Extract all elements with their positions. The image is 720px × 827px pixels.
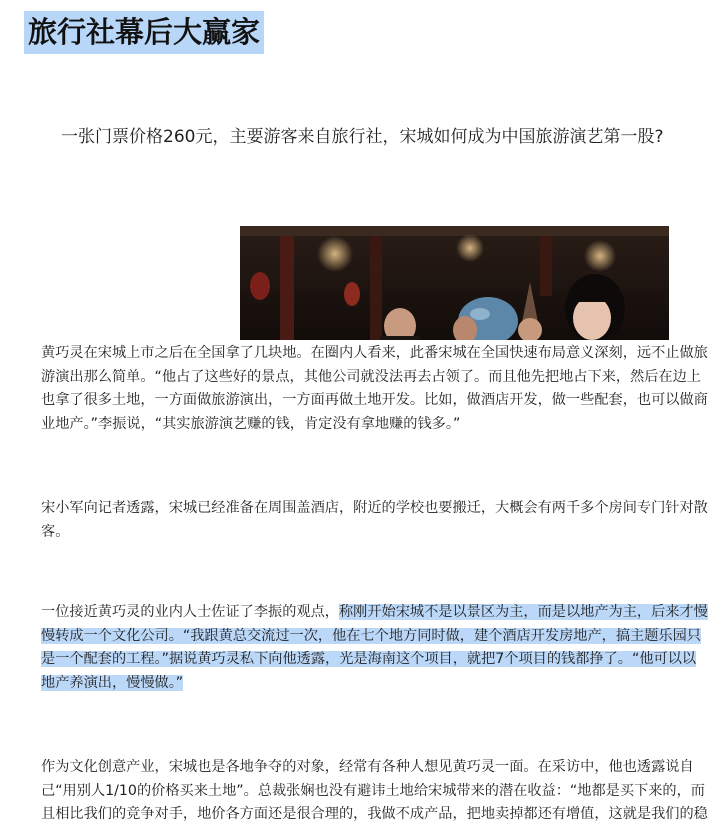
paragraph-1 bbox=[13, 342, 710, 436]
paragraph-1-text: 黄巧灵在宋城上市之后在全国拿了几块地。在圈内人看来，此番宋城在全国快速布局意义深刻，远不止做旅游演出那么简单。“他占了这些好的景点，其他公司就没法再去占领了。而且他先把地占下来，然后在边上也拿了很多土地，一方面做旅游演出，一方面再做土地开发。比如，做酒店开发，做一些配套，也可以做商业地产。”李振说，“其实旅游演艺赚的钱，肯定没有拿地赚的钱多。” bbox=[41, 345, 708, 432]
paragraph-2-text: 宋小军向记者透露，宋城已经准备在周围盖酒店，附近的学校也要搬迁，大概会有两千多个房间专门针对散客。 bbox=[41, 500, 708, 540]
paragraph-4 bbox=[13, 756, 710, 827]
paragraph-4-text: 作为文化创意产业，宋城也是各地争夺的对象，经常有各种人想见黄巧灵一面。在采访中，他也透露说自己“用别人1/10的价格买来土地”。总裁张娴也没有避讳土地给宋城带来的潜在收益：“地都是买下来的，而且相比我们的竞争对手，地价各方面还是很合理的，我做不成产品，把地卖掉都还有增值，这就是我们的稳 bbox=[41, 759, 708, 822]
article-photo bbox=[240, 226, 669, 340]
paragraph-2 bbox=[13, 497, 710, 544]
article-title: 旅行社幕后大赢家 bbox=[24, 11, 264, 54]
paragraph-3-text: 一位接近黄巧灵的业内人士佐证了李振的观点， bbox=[41, 604, 339, 620]
paragraph-3-highlighted-text: 称刚开始宋城不是以景区为主，而是以地产为主，后来才慢慢转成一个文化公司。“我跟黄总交流过一次，他在七个地方同时做，建个酒店开发房地产，搞主题乐园只是一个配套的工程。”据说黄巧灵私下向他透露，光是海南这个项目，就把7个项目的钱都挣了。“他可以以地产养演出，慢慢做。” bbox=[41, 604, 708, 691]
paragraph-3 bbox=[13, 601, 710, 695]
article-subtitle: 一张门票价格260元，主要游客来自旅行社，宋城如何成为中国旅游演艺第一股? bbox=[61, 127, 664, 147]
